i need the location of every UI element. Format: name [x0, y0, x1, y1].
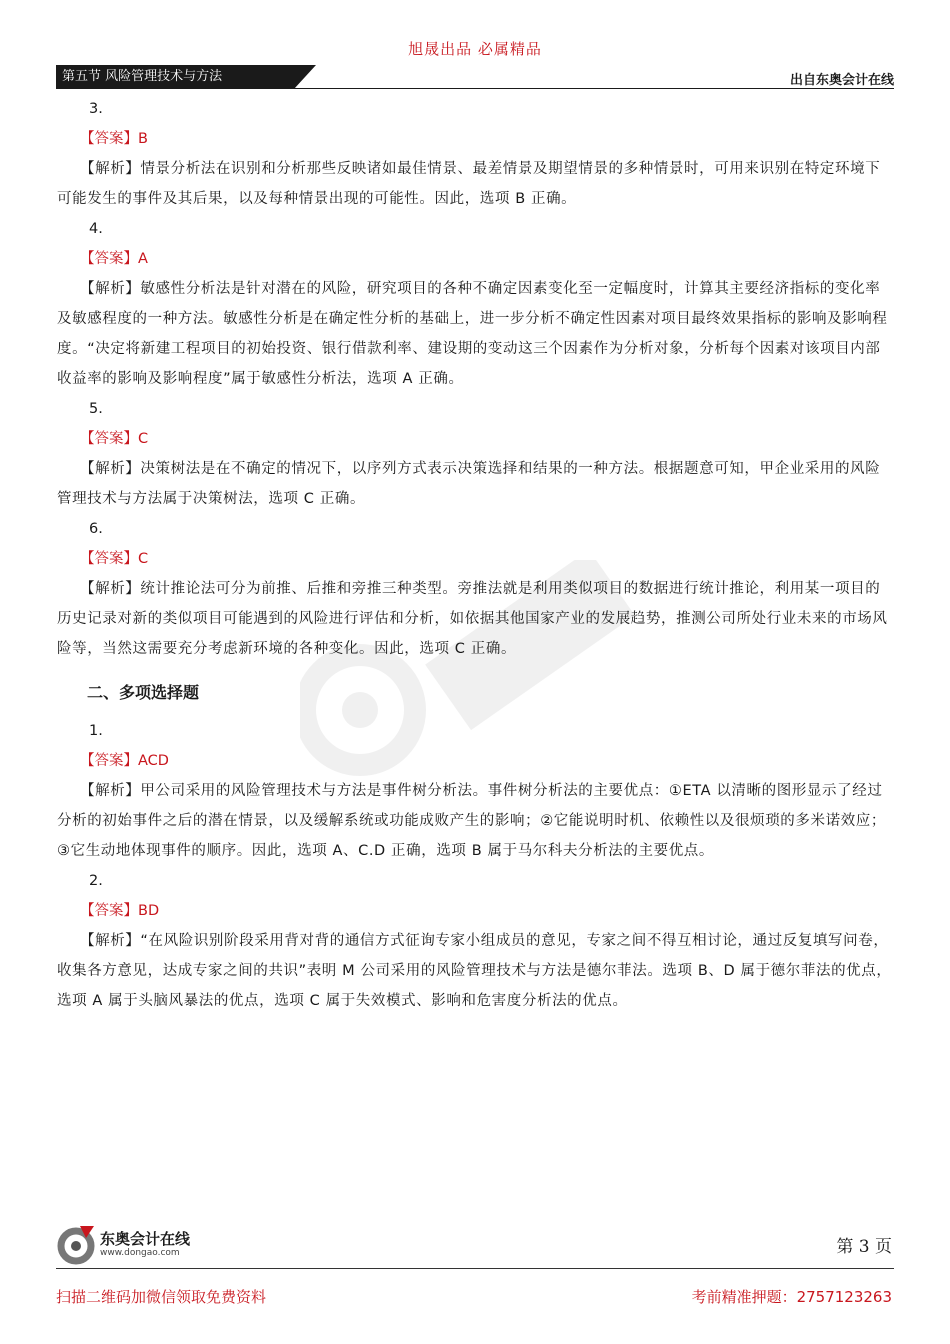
- answer-line: [80, 124, 893, 154]
- analysis-label: 【解析】: [80, 461, 141, 477]
- answer-label: 【答案】: [80, 551, 138, 567]
- answer-label: 【答案】: [80, 251, 138, 267]
- analysis-label: 【解析】: [80, 161, 141, 177]
- page-header: [56, 65, 894, 89]
- document-body: [57, 94, 893, 1016]
- answer-value: BD: [138, 903, 160, 919]
- analysis-label: 【解析】: [80, 933, 141, 949]
- question-number: 1.: [89, 723, 103, 739]
- analysis-paragraph: [57, 154, 893, 214]
- header-source: 出自东奥会计在线: [789, 73, 894, 88]
- question-number: 4.: [89, 221, 103, 237]
- answer-label: 【答案】: [80, 431, 138, 447]
- analysis-text: 敏感性分析法是针对潜在的风险，研究项目的各种不确定因素变化至一定幅度时，计算其主要经济指标的变化率及敏感程度的一种方法。敏感性分析是在确定性分析的基础上，进一步分析不确定性因素对项目最终效果指标的影响及影响程度。“决定将新建工程项目的初始投资、银行借款利率、建设期的变动这三个因素作为分析对象，分析每个因素对该项目内部收益率的影响及影响程度”属于敏感性分析法，选项 A 正确。: [57, 281, 888, 387]
- analysis-paragraph: [57, 274, 893, 394]
- section-tab: 第五节 风险管理技术与方法: [56, 65, 294, 89]
- answer-line: [80, 544, 893, 574]
- question-5: [57, 394, 893, 514]
- answer-value: B: [138, 131, 148, 147]
- answer-label: 【答案】: [80, 903, 138, 919]
- logo-name: 东奥会计在线: [100, 1230, 191, 1248]
- footer-right-note: 考前精准押题：2757123263: [691, 1288, 892, 1306]
- question-4: [57, 214, 893, 394]
- analysis-text: 甲公司采用的风险管理技术与方法是事件树分析法。事件树分析法的主要优点：①ETA 以清晰的图形显示了经过分析的初始事件之后的潜在情景，以及缓解系统或功能成败产生的影响；②它能说明时机、依赖性以及很烦琐的多米诺效应；③它生动地体现事件的顺序。因此，选项 A、C.D 正确，选项 B 属于马尔科夫分析法的主要优点。: [57, 783, 886, 859]
- analysis-text: “在风险识别阶段采用背对背的通信方式征询专家小组成员的意见，专家之间不得互相讨论，通过反复填写问卷，收集各方意见，达成专家之间的共识”表明 M 公司采用的风险管理技术与方法是德尔菲法。选项 B、D 属于德尔菲法的优点，选项 A 属于头脑风暴法的优点，选项 C 属于失效模式、影响和危害度分析法的优点。: [57, 933, 892, 1009]
- analysis-paragraph: [57, 776, 893, 866]
- header-divider: [56, 88, 894, 89]
- footer-divider: [56, 1268, 894, 1269]
- question-number: 6.: [89, 521, 103, 537]
- answer-value: A: [138, 251, 148, 267]
- question-number: 2.: [89, 873, 103, 889]
- section-title-multiple-choice: 二、多项选择题: [87, 683, 200, 702]
- top-banner: 旭晟出品 必属精品: [408, 40, 542, 58]
- footer-left-note: 扫描二维码加微信领取免费资料: [56, 1288, 267, 1306]
- answer-line: [80, 244, 893, 274]
- answer-label: 【答案】: [80, 131, 138, 147]
- footer-logo: [56, 1222, 206, 1266]
- answer-line: [80, 424, 893, 454]
- answer-value: C: [138, 431, 149, 447]
- analysis-label: 【解析】: [80, 783, 141, 799]
- analysis-paragraph: [57, 926, 893, 1016]
- mc-question-2: [57, 866, 893, 1016]
- question-number: 5.: [89, 401, 103, 417]
- page-number: 第 3 页: [836, 1237, 892, 1257]
- answer-line: [80, 896, 893, 926]
- answer-value: ACD: [138, 753, 169, 769]
- logo-url: www.dongao.com: [100, 1248, 180, 1258]
- dongao-logo-icon: [56, 1222, 96, 1266]
- answer-line: [80, 746, 893, 776]
- analysis-text: 情景分析法在识别和分析那些反映诸如最佳情景、最差情景及期望情景的多种情景时，可用来识别在特定环境下可能发生的事件及其后果，以及每种情景出现的可能性。因此，选项 B 正确。: [57, 161, 881, 207]
- analysis-paragraph: [57, 454, 893, 514]
- answer-label: 【答案】: [80, 753, 138, 769]
- question-number: 3.: [89, 101, 103, 117]
- analysis-text: 统计推论法可分为前推、后推和旁推三种类型。旁推法就是利用类似项目的数据进行统计推论，利用某一项目的历史记录对新的类似项目可能遇到的风险进行评估和分析，如依据其他国家产业的发展趋势，推测公司所处行业未来的市场风险等，当然这需要充分考虑新环境的各种变化。因此，选项 C 正确。: [57, 581, 888, 657]
- question-3: [57, 94, 893, 214]
- analysis-label: 【解析】: [80, 281, 141, 297]
- question-6: [57, 514, 893, 664]
- mc-question-1: [57, 716, 893, 866]
- analysis-text: 决策树法是在不确定的情况下，以序列方式表示决策选择和结果的一种方法。根据题意可知，甲企业采用的风险管理技术与方法属于决策树法，选项 C 正确。: [57, 461, 881, 507]
- analysis-label: 【解析】: [80, 581, 141, 597]
- answer-value: C: [138, 551, 149, 567]
- analysis-paragraph: [57, 574, 893, 664]
